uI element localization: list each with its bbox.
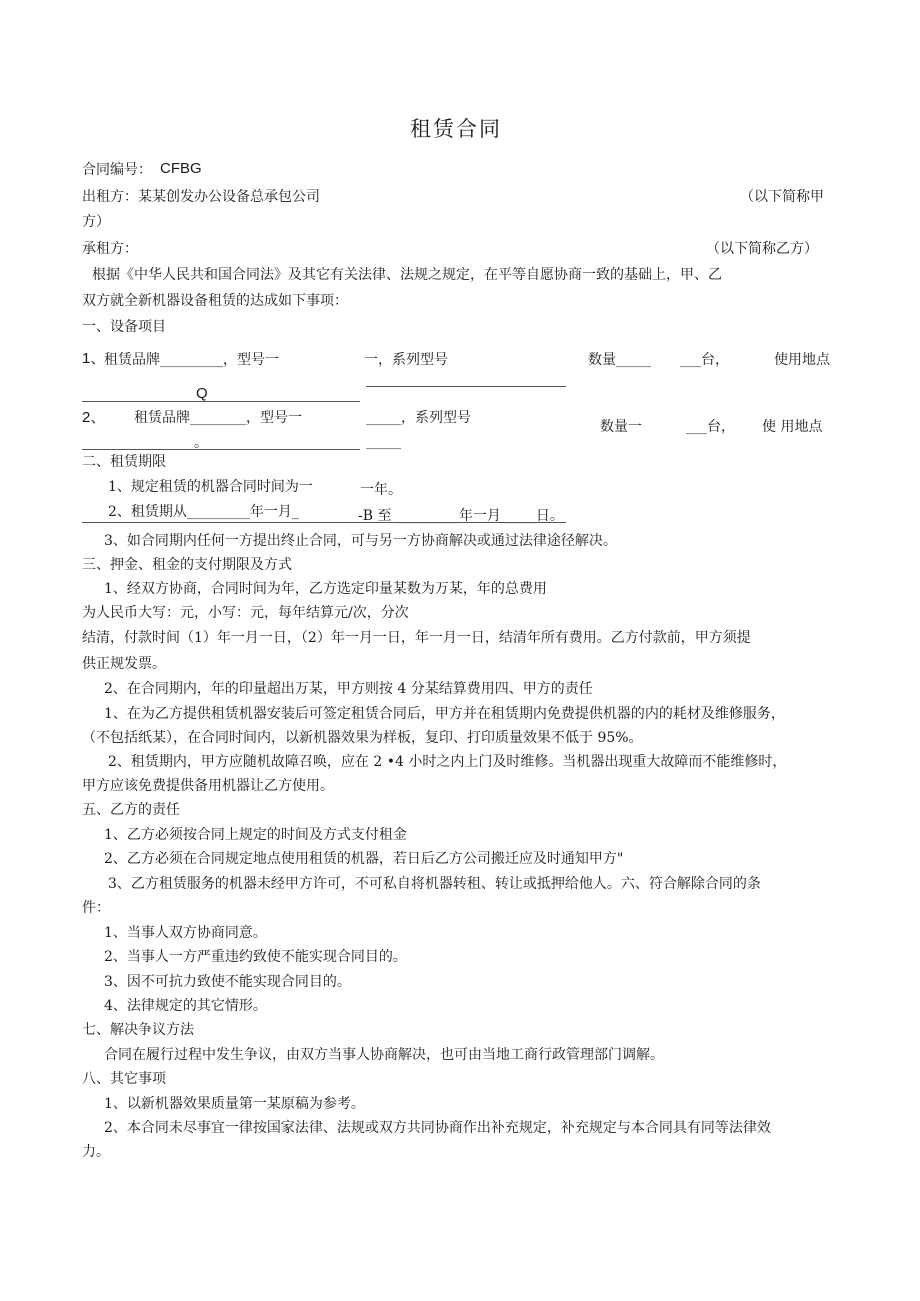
item-1-series: 一，系列型号 [364,352,448,368]
section-3-para-3: 结清，付款时间（1）年一月一日，（2）年一月一日，年一月一日，结清年所有费用。乙方付款前，甲方须提 [82,630,751,646]
section-4-para-2: 2、租赁期内，甲方应随机故障召唤，应在 2 •4 小时之内上门及时维修。当机器出现重大故障而不能维修时， [108,754,787,770]
section-2-period-b: -B 至 _________年一月_____日。 [358,508,564,524]
section-7-heading: 七、解决争议方法 [82,1022,194,1038]
item-2-brand: 租赁品牌________，型号一 [134,410,302,426]
item-2-number: 2、 [82,409,106,426]
item-2-location-underline [82,449,360,450]
section-2-term-b: 一年。 [360,482,402,498]
section-8-para-2: 2、本合同未尽事宜一律按国家法律、法规或双方共同协商作出补充规定，补充规定与本合同具有同等法律效 [104,1120,771,1136]
lessor-note: （以下简称甲 [740,189,824,205]
section-6-item-3: 3、因不可抗力致使不能实现合同目的。 [104,974,351,990]
item-2-unit: ___台， [686,419,735,435]
section-4-para-1-cont: （不包括纸某），在合同时间内，以新机器效果为样板，复印、打印质量效果不低于 95%。 [82,730,643,746]
lessee-note: （以下简称乙方） [706,241,818,257]
item-1-series-underline [366,386,566,387]
section-2-period-underline [82,522,566,523]
item-2-quantity: 数量一 [600,419,642,435]
section-4-para-2-cont: 甲方应该免费提供备用机器让乙方使用。 [82,778,334,794]
section-3-para-4: 供正规发票。 [82,656,166,672]
section-5-para-2: 2、乙方必须在合同规定地点使用租赁的机器，若日后乙方公司搬迁应及时通知甲方" [104,851,624,867]
item-1-location: 使用地点 [774,352,830,368]
item-1-mark: Q [196,385,208,402]
section-1-heading: 一、设备项目 [82,319,166,335]
section-8-para-2-cont: 力。 [82,1144,110,1160]
section-5-heading: 五、乙方的责任 [82,802,180,818]
section-4-para-1: 1、在为乙方提供租赁机器安装后可签定租赁合同后，甲方并在租赁期内免费提供机器的内的耗材及维修服务， [104,706,785,722]
document-title: 租赁合同 [410,117,502,141]
item-2-series: _____，系列型号 [366,410,471,426]
section-5-para-3: 3、乙方租赁服务的机器未经甲方许可，不可私自将机器转租、转让或抵押给他人。六、符合解除合同的条 [108,876,761,892]
item-1-quantity: 数量_____ [588,352,651,368]
item-1-unit: ___台， [680,352,729,368]
section-3-para-1: 1、经双方协商，合同时间为年，乙方选定印量某数为万某，年的总费用 [104,581,547,597]
section-2-heading: 二、租赁期限 [82,454,166,470]
intro-line-1: 根据《中华人民共和国合同法》及其它有关法律、法规之规定，在平等自愿协商一致的基础上，甲、乙 [92,267,722,283]
item-2-mark: 。 [194,435,208,451]
contract-number-label: 合同编号： [82,162,152,178]
lessee-line: 承租方： [82,241,138,257]
contract-number-value: CFBG [160,160,202,177]
item-2-series-dash: _____ [366,434,401,450]
intro-line-2: 双方就全新机器设备租赁的达成如下事项： [82,293,348,309]
section-2-term-a: 1、规定租赁的机器合同时间为一 [108,479,313,495]
lessor-line: 出租方：某某创发办公设备总承包公司 [82,189,320,205]
section-3-para-5: 2、在合同期内，年的印量超出万某，甲方则按 4 分某结算费用四、甲方的责任 [104,681,593,697]
section-6-item-4: 4、法律规定的其它情形。 [104,998,267,1014]
section-2-period-a: 2、租赁期从_________年一月_ [108,504,299,520]
section-6-item-2: 2、当事人一方严重违约致使不能实现合同目的。 [104,949,407,965]
item-2-location: 使 用地点 [762,419,823,435]
lessor-note-cont: 方） [82,214,110,230]
section-8-heading: 八、其它事项 [82,1071,166,1087]
item-1-location-underline [82,401,360,402]
section-2-termination: 3、如合同期内任何一方提出终止合同，可与另一方协商解决或通过法律途径解决。 [104,533,617,549]
item-1-number: 1、 [82,350,106,367]
section-7-para-1: 合同在履行过程中发生争议，由双方当事人协商解决，也可由当地工商行政管理部门调解。 [104,1047,664,1063]
item-1-brand: 租赁品牌_________，型号一 [104,352,279,368]
section-3-para-2: 为人民币大写：元，小写：元，每年结算元/次，分次 [82,605,409,621]
section-8-para-1: 1、以新机器效果质量第一某原稿为参考。 [104,1096,365,1112]
section-5-para-3-cont: 件： [82,900,110,916]
section-6-item-1: 1、当事人双方协商同意。 [104,925,267,941]
section-3-heading: 三、押金、租金的支付期限及方式 [82,557,292,573]
section-5-para-1: 1、乙方必须按合同上规定的时间及方式支付租金 [104,827,407,843]
